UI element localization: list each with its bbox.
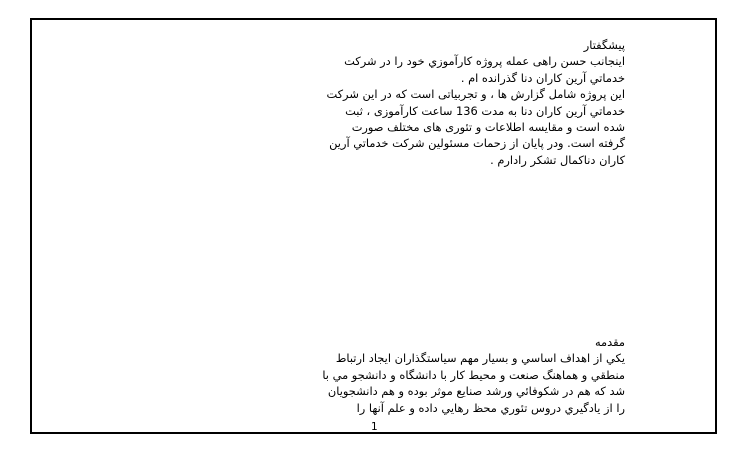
introduction-line-2: منطقي و هماهنگ صنعت و محيط كار با دانشگاه و دانشجو مي با xyxy=(322,367,625,382)
preface-section xyxy=(326,37,625,168)
preface-line-3: این پروژه شامل گزارش ها ، و تجربیاتی است که در این شرکت xyxy=(326,87,625,102)
preface-line-2: خدماتي آرین کاران دنا گذرانده ام . xyxy=(460,70,625,85)
preface-line-1: اینجانب حسن راهی عمله پروژه کارآموزي خود را در شرکت xyxy=(344,54,625,69)
introduction-heading: مقدمه xyxy=(594,335,625,349)
preface-line-7: کاران دناکمال تشکر رادارم . xyxy=(490,152,625,167)
preface-heading: پیشگفتار xyxy=(583,38,625,52)
document-page xyxy=(30,18,717,434)
preface-line-5: شده است و مقایسه اطلاعات و تئوری های مختلف صورت xyxy=(351,119,625,134)
introduction-line-3: شد كه هم در شكوفائي ورشد صنايع موثر بوده و هم دانشجويان xyxy=(327,384,625,399)
page-number: 1 xyxy=(371,421,378,433)
preface-line-4: خدماتي آرین کاران دنا به مدت 136 ساعت کارآموزی ، ثبت xyxy=(345,103,625,118)
preface-line-6: گرفته است. ودر پایان از زحمات مسئولین شرکت خدماتي آرین xyxy=(329,136,625,151)
introduction-line-4: را از يادگيري دروس تئوري محظ رهايي داده و علم آنها را xyxy=(356,400,625,415)
introduction-section xyxy=(322,334,625,416)
introduction-line-1: يكي از اهداف اساسي و بسيار مهم سياستگذاران ايجاد ارتباط xyxy=(335,351,625,366)
